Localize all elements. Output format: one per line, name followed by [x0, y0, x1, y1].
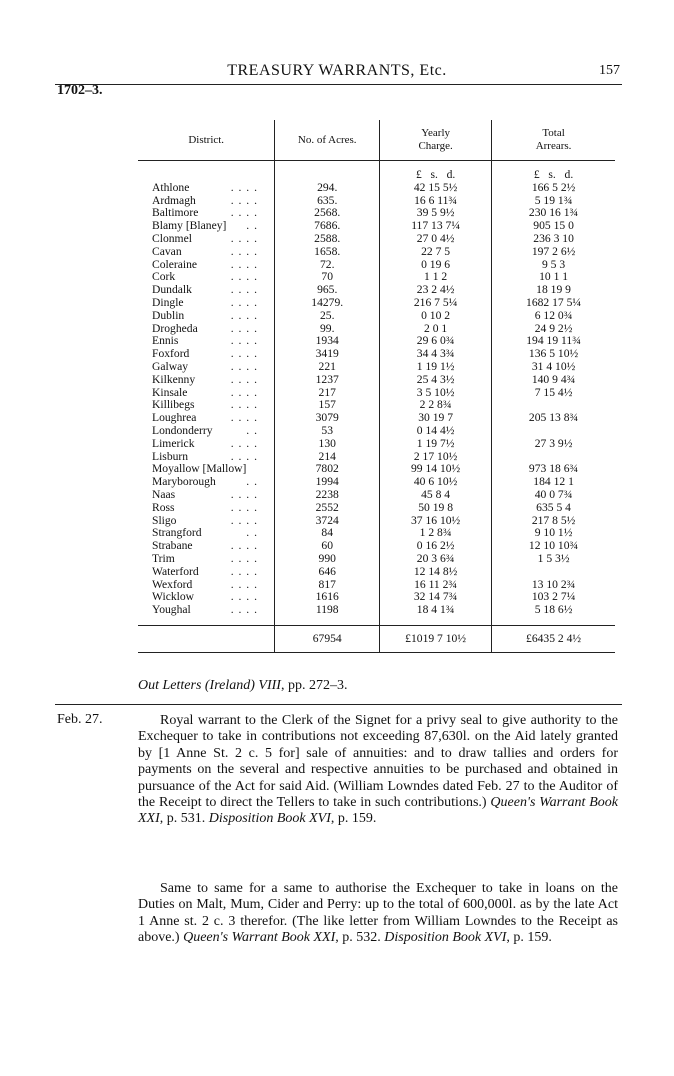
source-pages: , pp. 272–3. [280, 678, 348, 693]
table-row [138, 387, 615, 400]
table-header-row [138, 120, 615, 161]
acres-cell: 1198 [275, 604, 380, 617]
district-cell [138, 374, 275, 387]
acres-cell: 70 [275, 271, 380, 284]
table-row [138, 502, 615, 515]
leader-dots: . . . . [230, 551, 258, 565]
district-name: Maryborough [152, 475, 216, 489]
arrears-cell: 635 5 4 [492, 502, 615, 515]
charge-cell: 1 1 2 [380, 271, 492, 284]
leader-dots: . . . . [230, 603, 258, 617]
currency-units-row [138, 161, 615, 182]
table-row [138, 297, 615, 310]
district-name: Coleraine [152, 257, 198, 271]
charge-cell: 1 19 1½ [380, 361, 492, 374]
charge-cell: 2 2 8¾ [380, 399, 492, 412]
charge-cell: 16 11 2¾ [380, 579, 492, 592]
acres-cell: 2238 [275, 489, 380, 502]
charge-cell: 50 19 8 [380, 502, 492, 515]
source-note [138, 678, 347, 694]
col-header-charge [380, 120, 492, 161]
arrears-cell: 1682 17 5¼ [492, 297, 615, 310]
acres-cell: 14279. [275, 297, 380, 310]
col-header-acres-text: No. of Acres. [297, 133, 357, 146]
entry-ref-1-page: , p. 532. [335, 930, 381, 946]
district-cell [138, 182, 275, 195]
arrears-cell: 1 5 3½ [492, 553, 615, 566]
arrears-cell: 217 8 5½ [492, 515, 615, 528]
arrears-cell: 9 10 1½ [492, 527, 615, 540]
acres-cell: 130 [275, 438, 380, 451]
district-name: Killibegs [152, 398, 195, 412]
leader-dots: . . . . [230, 449, 258, 463]
table-body [138, 182, 615, 617]
arrears-table [138, 120, 615, 653]
entry-ref-1-page: , p. 531. [159, 811, 206, 827]
col-header-arrears [492, 120, 615, 161]
district-name: Athlone [152, 180, 190, 194]
arrears-cell: 24 9 2½ [492, 323, 615, 336]
leader-dots: . . . . [230, 385, 258, 399]
table-row [138, 182, 615, 195]
acres-cell: 646 [275, 566, 380, 579]
leader-dots: . . [246, 475, 258, 489]
charge-cell: 30 19 7 [380, 412, 492, 425]
charge-cell: 1 2 8¾ [380, 527, 492, 540]
acres-cell: 1616 [275, 591, 380, 604]
charge-cell: 23 2 4½ [380, 284, 492, 297]
header-rule [55, 84, 622, 85]
table-row [138, 476, 615, 489]
district-cell [138, 310, 275, 323]
table-row [138, 489, 615, 502]
arrears-cell: 905 15 0 [492, 220, 615, 233]
district-name: Sligo [152, 513, 177, 527]
arrears-cell [492, 425, 615, 438]
section-rule [55, 704, 622, 705]
district-cell [138, 489, 275, 502]
acres-cell: 221 [275, 361, 380, 374]
arrears-cell: 7 15 4½ [492, 387, 615, 400]
district-name: Ardmagh [152, 193, 196, 207]
arrears-cell: 9 5 3 [492, 259, 615, 272]
charge-cell: 18 4 1¾ [380, 604, 492, 617]
charge-cell: 25 4 3½ [380, 374, 492, 387]
district-name: Trim [152, 551, 175, 565]
charge-cell: 16 6 11¾ [380, 195, 492, 208]
district-cell [138, 502, 275, 515]
total-acres: 67954 [275, 625, 380, 652]
district-name: Limerick [152, 436, 195, 450]
year-marker: 1702–3. [57, 83, 103, 98]
acres-cell: 3079 [275, 412, 380, 425]
district-cell [138, 604, 275, 617]
total-arrears: £6435 2 4½ [492, 625, 615, 652]
table-row [138, 566, 615, 579]
acres-cell: 635. [275, 195, 380, 208]
col-header-charge-text: Yearly Charge. [418, 127, 453, 152]
charge-cell: 117 13 7¼ [380, 220, 492, 233]
table-row [138, 604, 615, 617]
leader-dots: . . . . [230, 308, 258, 322]
leader-dots: . . . . [230, 590, 258, 604]
district-name: Ross [152, 500, 175, 514]
charge-cell: 0 10 2 [380, 310, 492, 323]
acres-cell: 84 [275, 527, 380, 540]
arrears-cell: 166 5 2½ [492, 182, 615, 195]
arrears-cell: 136 5 10½ [492, 348, 615, 361]
leader-dots: . . [246, 423, 258, 437]
leader-dots: . . [246, 219, 258, 233]
district-name: Moyallow [Mallow] [152, 462, 247, 476]
unit-pounds: £ [533, 168, 540, 181]
charge-cell: 39 5 9½ [380, 207, 492, 220]
leader-dots: . . . . [230, 500, 258, 514]
arrears-cell: 13 10 2¾ [492, 579, 615, 592]
district-name: Naas [152, 487, 176, 501]
arrears-cell: 184 12 1 [492, 476, 615, 489]
acres-cell: 1994 [275, 476, 380, 489]
district-cell [138, 361, 275, 374]
leader-dots: . . . . [230, 487, 258, 501]
leader-dots: . . . . [230, 564, 258, 578]
district-name: Strangford [152, 526, 202, 540]
district-cell [138, 246, 275, 259]
arrears-cell: 12 10 10¾ [492, 540, 615, 553]
unit-pence: d. [564, 168, 574, 181]
arrears-cell: 10 1 1 [492, 271, 615, 284]
arrears-cell: 40 0 7¾ [492, 489, 615, 502]
running-title: TREASURY WARRANTS, Etc. [227, 62, 447, 79]
acres-cell: 965. [275, 284, 380, 297]
arrears-cell: 6 12 0¾ [492, 310, 615, 323]
arrears-cell: 230 16 1¾ [492, 207, 615, 220]
entry-ref-1: Queen's Warrant Book XXI [183, 930, 336, 946]
entry-date: Feb. 27. [57, 712, 103, 727]
district-name: Wicklow [152, 590, 195, 604]
leader-dots: . . . . [230, 372, 258, 386]
leader-dots: . . [246, 526, 258, 540]
district-cell [138, 297, 275, 310]
unit-pounds: £ [415, 168, 422, 181]
entry-text: Royal warrant to the Clerk of the Signet for a privy seal to give authority to the Exchequer to take in contributions not exceeding 87,630l. on the Aid lately granted by [1 Anne St. 2 c. 5 for] sale of annuities: and to draw tallies and orders for payments on the several and respective annuities to be purchased and obtained in pursuance of the Act for said Aid. (William Lowndes dated Feb. 27 to the Auditor of the Receipt to direct the Tellers to take in such contributions.) [138, 713, 618, 811]
entry-ref-2: Disposition Book XVI [208, 811, 331, 827]
acres-cell: 53 [275, 425, 380, 438]
table-row [138, 246, 615, 259]
leader-dots: . . . . [230, 206, 258, 220]
charge-cell: 34 4 3¾ [380, 348, 492, 361]
district-name: Clonmel [152, 231, 192, 245]
district-name: Dingle [152, 295, 184, 309]
acres-cell: 1934 [275, 335, 380, 348]
district-name: Baltimore [152, 206, 199, 220]
acres-cell: 1237 [275, 374, 380, 387]
charge-cell: 22 7 5 [380, 246, 492, 259]
table-row [138, 310, 615, 323]
acres-cell: 217 [275, 387, 380, 400]
acres-cell: 294. [275, 182, 380, 195]
district-name: Drogheda [152, 321, 198, 335]
total-charge: £1019 7 10½ [380, 625, 492, 652]
charge-cell: 2 0 1 [380, 323, 492, 336]
acres-cell: 1658. [275, 246, 380, 259]
leader-dots: . . . . [230, 270, 258, 284]
acres-cell: 3724 [275, 515, 380, 528]
district-cell [138, 438, 275, 451]
leader-dots: . . . . [230, 295, 258, 309]
district-name: Blamy [Blaney] [152, 219, 227, 233]
acres-cell: 2552 [275, 502, 380, 515]
acres-cell: 214 [275, 451, 380, 464]
leader-dots: . . . . [230, 411, 258, 425]
district-name: Waterford [152, 564, 199, 578]
acres-cell: 7686. [275, 220, 380, 233]
leader-dots: . . . . [230, 334, 258, 348]
charge-cell: 45 8 4 [380, 489, 492, 502]
charge-cell: 27 0 4½ [380, 233, 492, 246]
acres-cell: 72. [275, 259, 380, 272]
arrears-cell: 5 19 1¾ [492, 195, 615, 208]
arrears-cell: 197 2 6½ [492, 246, 615, 259]
district-cell [138, 540, 275, 553]
entry-ref-2-page: , p. 159. [330, 811, 377, 827]
arrears-cell [492, 566, 615, 579]
district-cell [138, 566, 275, 579]
totals-row [138, 625, 615, 652]
entry-paragraph [138, 881, 618, 947]
district-name: Wexford [152, 577, 193, 591]
district-name: Loughrea [152, 411, 197, 425]
charge-cell: 99 14 10½ [380, 463, 492, 476]
acres-cell: 2568. [275, 207, 380, 220]
unit-pence: d. [446, 168, 456, 181]
leader-dots: . . . . [230, 257, 258, 271]
charge-cell: 29 6 0¾ [380, 335, 492, 348]
charge-units [380, 161, 492, 182]
entry-text: Same to same for a same to authorise the Exchequer to take in loans on the Duties on Malt, Mum, Cider and Perry: up to the total of 600,000l. as by the late Act 1 Anne st. 2 c. 3 therefor. (The like letter from William Lowndes to the Receipt as above.) [138, 881, 618, 946]
col-header-district: District. [138, 120, 275, 161]
arrears-cell: 236 3 10 [492, 233, 615, 246]
acres-cell: 7802 [275, 463, 380, 476]
col-header-arrears-text: Total Arrears. [535, 127, 572, 152]
district-name: Strabane [152, 539, 193, 553]
leader-dots: . . . . [230, 539, 258, 553]
table-row [138, 425, 615, 438]
table-row [138, 361, 615, 374]
charge-cell: 40 6 10½ [380, 476, 492, 489]
table-row [138, 438, 615, 451]
arrears-cell: 31 4 10½ [492, 361, 615, 374]
page-number: 157 [599, 63, 620, 78]
leader-dots: . . . . [230, 398, 258, 412]
acres-cell: 817 [275, 579, 380, 592]
leader-dots: . . . . [230, 244, 258, 258]
district-cell [138, 476, 275, 489]
charge-cell: 2 17 10½ [380, 451, 492, 464]
arrears-cell: 5 18 6½ [492, 604, 615, 617]
leader-dots: . . . . [230, 180, 258, 194]
charge-cell: 0 14 4½ [380, 425, 492, 438]
acres-cell: 157 [275, 399, 380, 412]
district-name: Galway [152, 359, 189, 373]
district-name: Ennis [152, 334, 179, 348]
unit-shillings: s. [430, 168, 438, 181]
entry-ref-2: Disposition Book XVI [384, 930, 507, 946]
district-cell [138, 425, 275, 438]
acres-cell: 2588. [275, 233, 380, 246]
district-name: Lisburn [152, 449, 189, 463]
charge-cell: 216 7 5¼ [380, 297, 492, 310]
source-label: Out Letters (Ireland) VIII [138, 678, 281, 693]
district-name: Youghal [152, 603, 191, 617]
leader-dots: . . . . [230, 347, 258, 361]
district-name: Londonderry [152, 423, 213, 437]
table-row [138, 553, 615, 566]
table-row [138, 233, 615, 246]
leader-dots: . . . . [230, 193, 258, 207]
arrears-units [492, 161, 615, 182]
leader-dots: . . . . [230, 359, 258, 373]
charge-cell: 37 16 10½ [380, 515, 492, 528]
arrears-cell: 103 2 7¼ [492, 591, 615, 604]
table-row [138, 540, 615, 553]
acres-cell: 60 [275, 540, 380, 553]
arrears-cell: 973 18 6¾ [492, 463, 615, 476]
arrears-cell: 27 3 9½ [492, 438, 615, 451]
district-cell [138, 233, 275, 246]
arrears-cell: 18 19 9 [492, 284, 615, 297]
charge-cell: 0 16 2½ [380, 540, 492, 553]
district-name: Cavan [152, 244, 182, 258]
charge-cell: 3 5 10½ [380, 387, 492, 400]
unit-shillings: s. [548, 168, 556, 181]
arrears-cell: 194 19 11¾ [492, 335, 615, 348]
acres-cell: 990 [275, 553, 380, 566]
charge-cell: 12 14 8½ [380, 566, 492, 579]
col-header-acres [275, 120, 380, 161]
district-name: Dublin [152, 308, 185, 322]
acres-cell: 99. [275, 323, 380, 336]
district-name: Dundalk [152, 283, 192, 297]
leader-dots: . . . . [230, 436, 258, 450]
district-name: Cork [152, 270, 176, 284]
arrears-cell: 140 9 4¾ [492, 374, 615, 387]
acres-cell: 25. [275, 310, 380, 323]
district-name: Kilkenny [152, 372, 196, 386]
table-row [138, 374, 615, 387]
leader-dots: . . . . [230, 577, 258, 591]
charge-cell: 32 14 7¾ [380, 591, 492, 604]
entry-ref-2-page: , p. 159. [506, 930, 552, 946]
acres-cell: 3419 [275, 348, 380, 361]
district-name: Foxford [152, 347, 190, 361]
charge-cell: 0 19 6 [380, 259, 492, 272]
charge-cell: 20 3 6¾ [380, 553, 492, 566]
leader-dots: . . . . [230, 283, 258, 297]
district-name: Kinsale [152, 385, 188, 399]
arrears-cell: 205 13 8¾ [492, 412, 615, 425]
leader-dots: . . . . [230, 321, 258, 335]
entry-ref-1: Queen's Warrant Book XXI [138, 795, 618, 827]
charge-cell: 1 19 7½ [380, 438, 492, 451]
district-cell [138, 553, 275, 566]
leader-dots: . . . . [230, 513, 258, 527]
leader-dots: . . . . [230, 231, 258, 245]
charge-cell: 42 15 5½ [380, 182, 492, 195]
entry-paragraph [138, 713, 618, 828]
